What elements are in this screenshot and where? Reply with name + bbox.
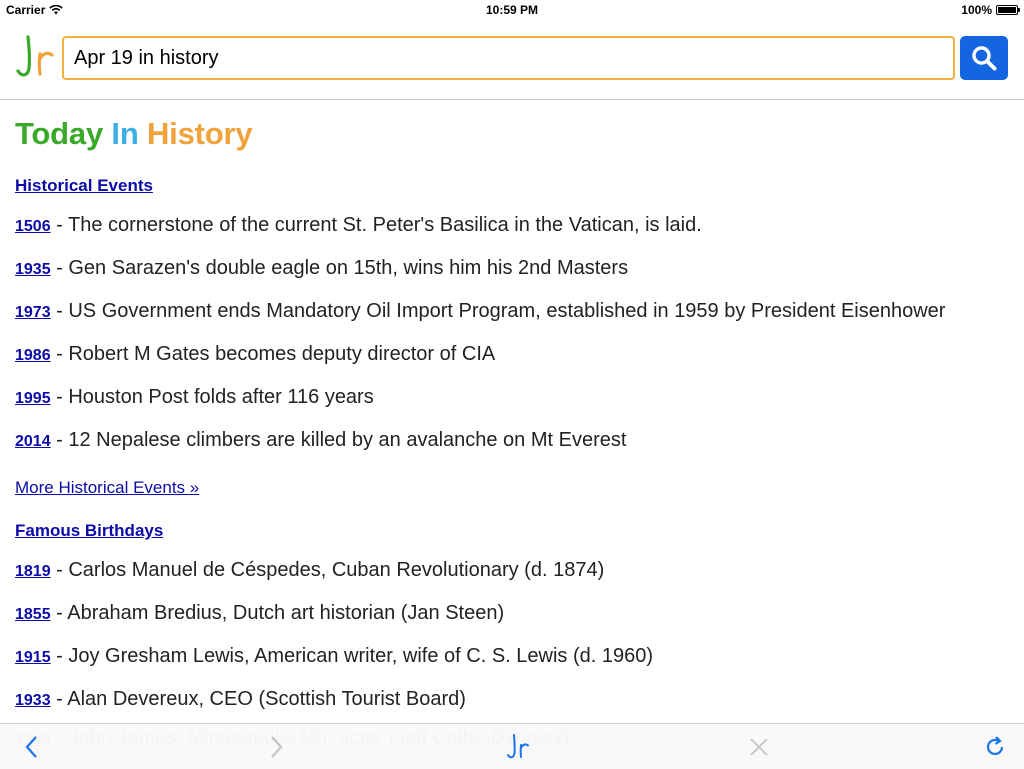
famous-birthdays-heading-link[interactable]: Famous Birthdays	[15, 521, 164, 540]
search-toolbar	[0, 20, 1024, 100]
bottom-navigation-bar	[0, 723, 1024, 769]
event-item	[15, 385, 1015, 411]
forward-button[interactable]	[263, 734, 289, 760]
birthday-item	[15, 644, 1015, 670]
famous-birthdays-list	[15, 558, 1015, 713]
event-text: - Gen Sarazen's double eagle on 15th, wins him his 2nd Masters	[50, 257, 629, 279]
birthday-text: - Alan Devereux, CEO (Scottish Tourist Board)	[50, 688, 466, 710]
historical-events-list	[15, 213, 1015, 454]
carrier-label: Carrier	[6, 3, 46, 17]
event-item	[15, 213, 1015, 239]
event-text: - US Government ends Mandatory Oil Import Program, established in 1959 by President Eisenhower	[50, 300, 946, 322]
status-bar	[0, 0, 1024, 20]
jr-logo-icon[interactable]	[14, 34, 56, 82]
event-item	[15, 428, 1015, 454]
event-year-link[interactable]: 1935	[15, 261, 51, 278]
more-historical-events-link[interactable]: More Historical Events »	[15, 478, 200, 497]
page-title	[15, 116, 1015, 152]
reload-icon	[982, 734, 1008, 760]
event-year-link[interactable]: 1986	[15, 347, 51, 364]
stop-button[interactable]	[746, 734, 772, 760]
battery-icon	[996, 5, 1018, 15]
reload-button[interactable]	[982, 734, 1008, 760]
birthday-text: - Abraham Bredius, Dutch art historian (Jan Steen)	[50, 602, 505, 624]
back-arrow-icon	[20, 734, 46, 760]
status-time: 10:59 PM	[485, 3, 539, 17]
battery-indicator	[961, 3, 1018, 17]
event-year-link[interactable]: 1995	[15, 390, 51, 407]
search-input[interactable]	[62, 36, 955, 80]
event-text: - 12 Nepalese climbers are killed by an avalanche on Mt Everest	[50, 429, 627, 451]
back-button[interactable]	[20, 734, 46, 760]
birthday-item	[15, 687, 1015, 713]
birthday-year-link[interactable]: 1915	[15, 649, 51, 666]
birthday-item	[15, 558, 1015, 584]
page-content	[15, 100, 1015, 723]
birthday-item	[15, 601, 1015, 627]
close-icon	[746, 734, 772, 760]
title-word-in: In	[111, 116, 139, 151]
event-text: - Houston Post folds after 116 years	[50, 386, 374, 408]
event-year-link[interactable]: 2014	[15, 433, 51, 450]
title-word-today: Today	[15, 116, 103, 151]
search-icon	[970, 44, 998, 72]
home-button[interactable]	[505, 734, 531, 760]
title-word-history: History	[147, 116, 253, 151]
birthday-year-link[interactable]: 1855	[15, 606, 51, 623]
event-item	[15, 342, 1015, 368]
event-item	[15, 256, 1015, 282]
historical-events-heading-link[interactable]: Historical Events	[15, 176, 153, 195]
birthday-text: - Carlos Manuel de Céspedes, Cuban Revolutionary (d. 1874)	[50, 559, 605, 581]
jr-home-icon	[505, 733, 531, 761]
forward-arrow-icon	[263, 734, 289, 760]
birthday-year-link[interactable]: 1819	[15, 563, 51, 580]
birthday-text: - Joy Gresham Lewis, American writer, wife of C. S. Lewis (d. 1960)	[50, 645, 654, 667]
event-year-link[interactable]: 1973	[15, 304, 51, 321]
event-text: - Robert M Gates becomes deputy director of CIA	[50, 343, 496, 365]
event-year-link[interactable]: 1506	[15, 218, 51, 235]
battery-percent: 100%	[961, 3, 992, 17]
search-button[interactable]	[960, 36, 1008, 80]
birthday-year-link[interactable]: 1933	[15, 692, 51, 709]
event-text: - The cornerstone of the current St. Peter's Basilica in the Vatican, is laid.	[50, 214, 702, 236]
event-item	[15, 299, 1015, 325]
